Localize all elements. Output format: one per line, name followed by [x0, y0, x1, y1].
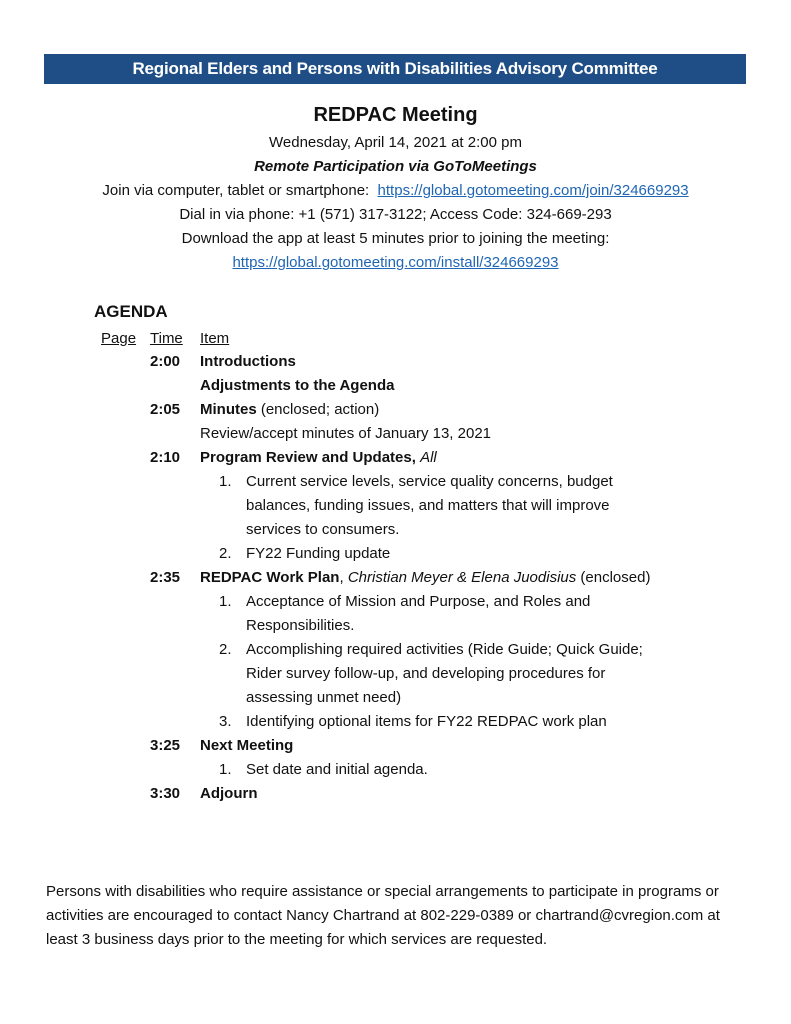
entry-title: Program Review and Updates — [200, 449, 412, 466]
entry-title: Introductions — [200, 353, 296, 370]
entry-title: Adjustments to the Agenda — [200, 377, 395, 394]
entry-time: 2:35 — [150, 569, 181, 586]
entry-time: 2:05 — [150, 401, 181, 418]
column-page: Page — [101, 330, 137, 347]
meeting-datetime: Wednesday, April 14, 2021 at 2:00 pm — [269, 134, 522, 151]
column-time: Time — [150, 330, 183, 347]
entry-title: Adjourn — [200, 785, 258, 802]
subitem-text: Responsibilities. — [246, 617, 355, 634]
column-item: Item — [200, 330, 230, 347]
entry-line: Program Review and Updates, All — [200, 449, 437, 466]
subitem-number: 1. — [219, 593, 232, 610]
install-line — [0, 254, 791, 271]
entry-presenter: All — [420, 449, 437, 466]
entry-presenter: Christian Meyer & Elena Juodisius — [347, 569, 577, 586]
subitem-text: Rider survey follow-up, and developing procedures for — [246, 665, 606, 682]
entry-time: 2:10 — [150, 449, 181, 466]
subitem-text: Current service levels, service quality concerns, budget — [246, 473, 613, 490]
entry-note: Review/accept minutes of January 13, 2021 — [200, 425, 491, 442]
join-label: Join via computer, tablet or smartphone: — [102, 182, 370, 199]
committee-name: Regional Elders and Persons with Disabilities Advisory Committee — [132, 59, 658, 78]
subitem-text: services to consumers. — [246, 521, 400, 538]
entry-time: 2:00 — [150, 353, 181, 370]
entry-line: REDPAC Work Plan, Christian Meyer & Elena Juodisius (enclosed) — [200, 569, 651, 586]
join-line — [0, 182, 791, 199]
entry-time: 3:30 — [150, 785, 181, 802]
subitem-number: 1. — [219, 473, 232, 490]
install-link[interactable]: https://global.gotomeeting.com/install/324669293 — [232, 254, 559, 271]
subitem-text: assessing unmet need) — [246, 689, 402, 706]
subitem-text: Acceptance of Mission and Purpose, and Roles and — [246, 593, 591, 610]
join-link[interactable]: https://global.gotomeeting.com/join/324669293 — [377, 182, 689, 199]
subitem-number: 3. — [219, 713, 232, 730]
subitem-text: Identifying optional items for FY22 REDPAC work plan — [246, 713, 607, 730]
meeting-title: REDPAC Meeting — [313, 104, 478, 126]
accessibility-notice: Persons with disabilities who require assistance or special arrangements to participate in programs or activities are encouraged to contact Nancy Chartrand at 802-229-0389 or chartrand@cvregion.com at least 3 business days prior to the meeting for which services are requested. — [46, 883, 720, 948]
subitem-text: balances, funding issues, and matters that will improve — [246, 497, 610, 514]
entry-line — [200, 401, 379, 418]
subitem-text: Set date and initial agenda. — [246, 761, 428, 778]
entry-title: Next Meeting — [200, 737, 294, 754]
subitem-text: Accomplishing required activities (Ride Guide; Quick Guide; — [246, 641, 643, 658]
download-note: Download the app at least 5 minutes prior to joining the meeting: — [181, 230, 610, 247]
remote-participation: Remote Participation via GoToMeetings — [254, 158, 537, 175]
entry-title: Minutes — [200, 401, 257, 418]
subitem-number: 2. — [219, 641, 232, 658]
entry-suffix: (enclosed) — [576, 569, 651, 586]
entry-suffix: (enclosed; action) — [256, 401, 380, 418]
subitem-number: 2. — [219, 545, 232, 562]
entry-time: 3:25 — [150, 737, 181, 754]
subitem-number: 1. — [219, 761, 232, 778]
dial-in: Dial in via phone: +1 (571) 317-3122; Access Code: 324-669-293 — [179, 206, 612, 223]
committee-banner — [44, 54, 746, 84]
entry-title: REDPAC Work Plan — [200, 569, 340, 586]
subitem-text: FY22 Funding update — [246, 545, 391, 562]
agenda-heading: AGENDA — [94, 302, 168, 321]
